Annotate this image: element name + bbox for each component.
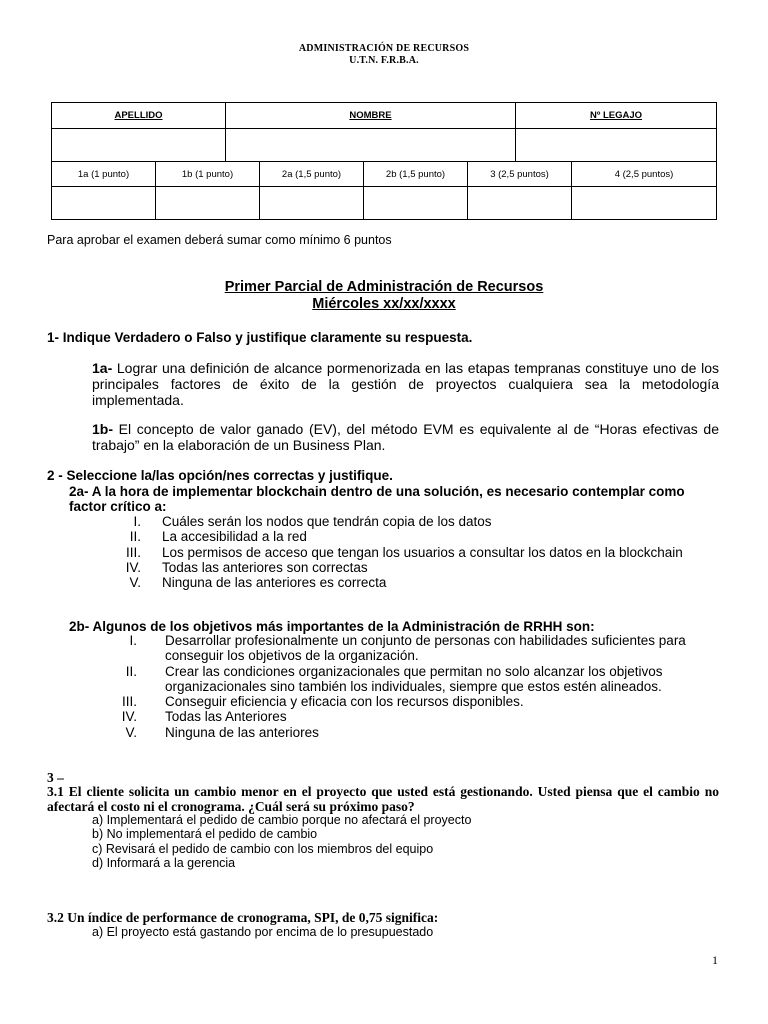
option-text: organizacionales sino también los individuales, siempre que estos estén alineados. <box>165 678 662 694</box>
q1b-label: 1b- <box>92 421 113 437</box>
q2b-option[interactable] <box>0 664 768 679</box>
legajo-field[interactable] <box>516 129 717 162</box>
option-text: Los permisos de acceso que tengan los usuarios a consultar los datos en la blockchain <box>162 544 683 560</box>
score-cell-1a[interactable] <box>52 187 156 220</box>
option-text: La accesibilidad a la red <box>162 529 307 545</box>
q32-options <box>92 925 433 939</box>
q2a-options <box>0 514 768 590</box>
score-header-1a: 1a (1 punto) <box>52 162 156 187</box>
institution-subtitle: U.T.N. F.R.B.A. <box>349 55 419 66</box>
exam-title: Primer Parcial de Administración de Recursos <box>224 279 544 295</box>
q1a-statement <box>92 360 719 408</box>
q31-option[interactable]: b) No implementará el pedido de cambio <box>92 827 318 842</box>
option-text: Ninguna de las anteriores <box>165 724 319 740</box>
option-number: III. <box>125 544 141 560</box>
score-header-3: 3 (2,5 puntos) <box>468 162 572 187</box>
q1b-statement <box>92 421 719 453</box>
q2a-option[interactable] <box>0 560 768 575</box>
option-number: II. <box>125 663 137 679</box>
option-text: Todas las Anteriores <box>165 709 287 725</box>
q32-question: 3.2 Un índice de performance de cronograma, SPI, de 0,75 significa: <box>47 910 439 925</box>
score-header-1b: 1b (1 punto) <box>156 162 260 187</box>
q2b-option-continuation <box>0 679 768 694</box>
q2b-option[interactable] <box>0 694 768 709</box>
q2b-option-continuation <box>0 648 768 663</box>
score-cell-2b[interactable] <box>364 187 468 220</box>
option-number: V. <box>125 724 137 740</box>
option-text: Desarrollar profesionalmente un conjunto de personas con habilidades suficientes para <box>165 633 686 648</box>
q2b-option[interactable] <box>0 725 768 740</box>
exam-date: Miércoles xx/xx/xxxx <box>312 296 456 312</box>
option-number: IV. <box>121 709 137 725</box>
option-number: I. <box>129 633 137 648</box>
q2b-options <box>0 633 768 740</box>
q2a-option[interactable] <box>0 545 768 560</box>
option-text: Todas las anteriores son correctas <box>162 559 368 575</box>
score-cell-2a[interactable] <box>260 187 364 220</box>
option-number: V. <box>129 575 141 591</box>
score-cell-4[interactable] <box>572 187 717 220</box>
score-header-2b: 2b (1,5 punto) <box>364 162 468 187</box>
option-number: IV. <box>125 559 141 575</box>
q2a-option[interactable] <box>0 514 768 529</box>
q2a-option[interactable] <box>0 575 768 590</box>
q2a-heading-line1: 2a- A la hora de implementar blockchain dentro de una solución, es necesario contemplar como <box>69 484 685 499</box>
q31-option[interactable]: a) Implementará el pedido de cambio porque no afectará el proyecto <box>92 813 472 827</box>
q2a-heading-line2: factor crítico a: <box>69 499 167 514</box>
q31-question: 3.1 El cliente solicita un cambio menor en el proyecto que usted está gestionando. Usted piensa que el cambio no afectará el costo ni el cronograma. ¿Cuál será su próximo paso? <box>47 784 719 814</box>
page-number: 1 <box>712 953 718 967</box>
option-text: Crear las condiciones organizacionales que permitan no solo alcanzar los objetivos <box>165 663 663 679</box>
pass-requirement-note: Para aprobar el examen deberá sumar como mínimo 6 puntos <box>47 233 392 247</box>
nombre-field[interactable] <box>226 129 516 162</box>
q32-option[interactable]: a) El proyecto está gastando por encima de lo presupuestado <box>92 925 434 939</box>
q1a-text: Lograr una definición de alcance pormenorizada en las etapas tempranas constituye uno de los principales factores de éxito de la gestión de proyectos cualquiera sea la metodología implementada. <box>92 360 719 408</box>
score-table <box>51 161 717 220</box>
q2a-option[interactable] <box>0 529 768 544</box>
q2b-heading: 2b- Algunos de los objetivos más importantes de la Administración de RRHH son: <box>69 619 595 634</box>
nombre-header: NOMBRE <box>226 103 516 129</box>
q31-option[interactable]: c) Revisará el pedido de cambio con los miembros del equipo <box>92 841 434 856</box>
q2b-option[interactable] <box>0 709 768 724</box>
student-id-table <box>51 102 717 162</box>
q2-heading: 2 - Seleccione la/las opción/nes correctas y justifique. <box>47 468 393 483</box>
institution-title: ADMINISTRACIÓN DE RECURSOS <box>298 43 470 54</box>
apellido-header: APELLIDO <box>52 103 226 129</box>
score-header-4: 4 (2,5 puntos) <box>572 162 717 187</box>
apellido-field[interactable] <box>52 129 226 162</box>
option-number: I. <box>133 514 141 529</box>
q1-heading: 1- Indique Verdadero o Falso y justifique claramente su respuesta. <box>47 330 473 345</box>
q1a-label: 1a- <box>92 360 113 376</box>
option-text: Conseguir eficiencia y eficacia con los recursos disponibles. <box>165 694 524 710</box>
option-text: conseguir los objetivos de la organización. <box>165 648 419 664</box>
q2b-option[interactable] <box>0 633 768 648</box>
q31-options <box>92 813 471 870</box>
option-text: Cuáles serán los nodos que tendrán copia de los datos <box>162 514 492 529</box>
legajo-header: Nº LEGAJO <box>516 103 717 129</box>
option-number: II. <box>129 529 141 545</box>
q31-option[interactable]: d) Informará a la gerencia <box>92 855 236 870</box>
option-number: III. <box>121 694 137 710</box>
score-cell-1b[interactable] <box>156 187 260 220</box>
score-header-2a: 2a (1,5 punto) <box>260 162 364 187</box>
q3-heading: 3 – <box>47 770 64 785</box>
option-text: Ninguna de las anteriores es correcta <box>162 575 387 591</box>
q1b-text: El concepto de valor ganado (EV), del método EVM es equivalente al de “Horas efectivas de trabajo” en la elaboración de un Business Plan. <box>92 421 719 453</box>
score-cell-3[interactable] <box>468 187 572 220</box>
